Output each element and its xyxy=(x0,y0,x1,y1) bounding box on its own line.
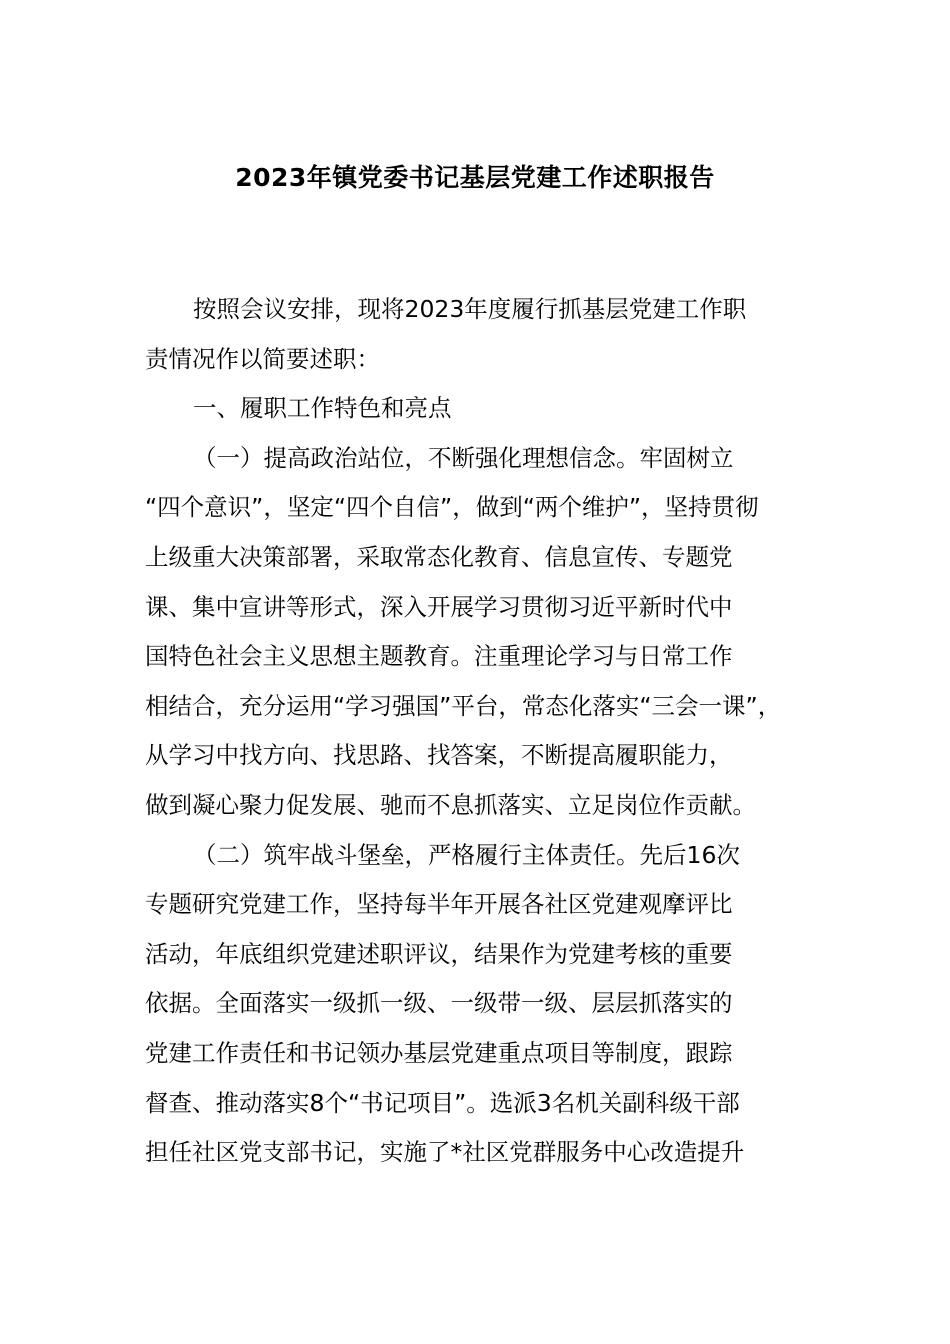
document-body xyxy=(145,285,817,1178)
text-line: 一、履职工作特色和亮点 xyxy=(193,394,452,423)
text-line: 按照会议安排，现将2023年度履行抓基层党建工作职 xyxy=(193,295,747,323)
text-line: 上级重大决策部署，采取常态化教育、信息宣传、专题党 xyxy=(145,542,733,571)
text-line: 党建工作责任和书记领办基层党建重点项目等制度，跟踪 xyxy=(145,1038,733,1067)
text-line: 做到凝心聚力促发展、驰而不息抓落实、立足岗位作贡献。 xyxy=(145,790,756,819)
paragraph-section-1-1 xyxy=(145,434,817,831)
document-title: 2023年镇党委书记基层党建工作述职报告 xyxy=(235,163,715,192)
text-line: 课、集中宣讲等形式，深入开展学习贯彻习近平新时代中 xyxy=(145,592,733,621)
text-line: （二）筑牢战斗堡垒，严格履行主体责任。先后16次 xyxy=(193,840,740,869)
paragraph-intro xyxy=(145,285,817,384)
paragraph-section-1-2 xyxy=(145,831,817,1178)
text-line: 依据。全面落实一级抓一级、一级带一级、层层抓落实的 xyxy=(145,989,733,1018)
text-line: （一）提高政治站位，不断强化理想信念。牢固树立 xyxy=(193,443,734,472)
text-line: 责情况作以简要述职： xyxy=(145,344,380,373)
text-line: “四个意识”，坚定“四个自信”，做到“两个维护”，坚持贯彻 xyxy=(145,493,759,522)
text-line: 从学习中找方向、找思路、找答案，不断提高履职能力， xyxy=(145,741,733,770)
text-line: 督查、推动落实8个“书记项目”。选派3名机关副科级干部 xyxy=(145,1088,740,1117)
text-line: 相结合，充分运用“学习强国”平台，常态化落实“三会一课”， xyxy=(145,691,782,720)
section-heading xyxy=(145,384,817,434)
text-line: 专题研究党建工作，坚持每半年开展各社区党建观摩评比 xyxy=(145,890,733,919)
text-line: 担任社区党支部书记，实施了*社区党群服务中心改造提升 xyxy=(145,1138,745,1167)
text-line: 活动，年底组织党建述职评议，结果作为党建考核的重要 xyxy=(145,939,733,968)
text-line: 国特色社会主义思想主题教育。注重理论学习与日常工作 xyxy=(145,642,733,671)
